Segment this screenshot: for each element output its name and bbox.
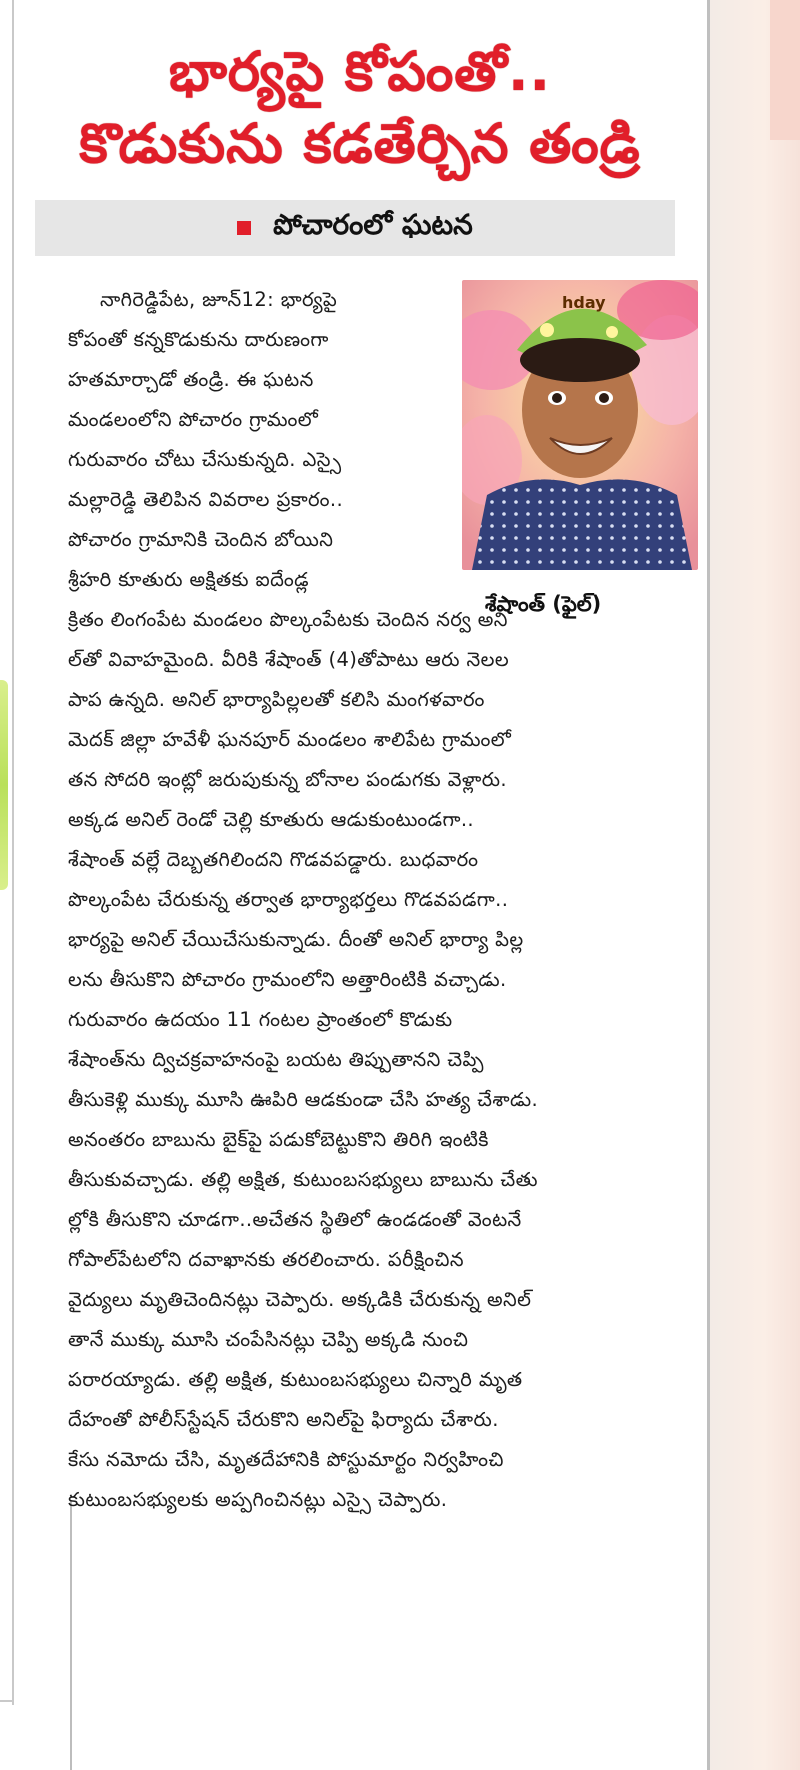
article-line: కుటుంబసభ్యులకు అప్పగించినట్లు ఎస్సై చెప్పారు.: [68, 1488, 448, 1511]
adjacent-graphic: [0, 680, 8, 890]
column-rule: [12, 0, 14, 1705]
article-line: లను తీసుకొని పోచారం గ్రామంలోని అత్తారింటికి వచ్చాడు.: [68, 968, 507, 991]
column-rule-corner: [0, 1700, 14, 1702]
article-line: హతమార్చాడో తండ్రి. ఈ ఘటన: [68, 368, 314, 391]
article-line: శేషాంత్ వల్లే దెబ్బతగిలిందని గొడవపడ్డారు. బుధవారం: [68, 848, 479, 871]
article-line: తానే ముక్కు మూసి చంపేసినట్లు చెప్పి అక్కడి నుంచి: [68, 1328, 469, 1351]
article-line: కేసు నమోదు చేసి, మృతదేహానికి పోస్టుమార్టం నిర్వహించి: [68, 1448, 504, 1471]
article-line: కోపంతో కన్నకొడుకును దారుణంగా: [68, 328, 329, 351]
article-line: గోపాల్‌పేటలోని దవాఖానకు తరలించారు. పరీక్షించిన: [68, 1248, 464, 1271]
red-bullet-icon: [237, 221, 251, 235]
page-edge: [707, 0, 710, 1770]
adjacent-page: [710, 0, 800, 1770]
article-line: మెదక్ జిల్లా హవేళీ ఘనపూర్ మండలం శాలిపేట గ్రామంలో: [68, 728, 512, 751]
subheadline-bar: [35, 200, 675, 256]
child-photo: [462, 280, 698, 570]
article-line: ల్‌తో వివాహమైంది. వీరికి శేషాంత్ (4)తోపాటు ఆరు నెలల: [68, 648, 510, 671]
article-line: తన సోదరి ఇంట్లో జరుపుకున్న బోనాల పండుగకు వెళ్లారు.: [68, 768, 508, 791]
article-line: అక్కడ అనిల్ రెండో చెల్లి కూతురు ఆడుకుంటుండగా..: [68, 808, 475, 831]
hat-text: hday: [562, 293, 606, 312]
article-line: తీసుకువచ్చాడు. తల్లి అక్షిత, కుటుంబసభ్యులు బాబును చేతు: [68, 1168, 538, 1191]
article-line: శేషాంత్‌ను ద్విచక్రవాహనంపై బయట తిప్పుతానని చెప్పి: [68, 1048, 484, 1071]
article-line: పాప ఉన్నది. అనిల్ భార్యాపిల్లలతో కలిసి మంగళవారం: [68, 688, 485, 711]
column-rule-lower: [70, 1500, 72, 1770]
article-line: తీసుకెళ్లి ముక్కు మూసి ఊపిరి ఆడకుండా చేసి హత్య చేశాడు.: [68, 1088, 539, 1111]
article-line: ల్లోకి తీసుకొని చూడగా..అచేతన స్థితిలో ఉండడంతో వెంటనే: [68, 1208, 522, 1231]
article-line: దేహంతో పోలీస్‌స్టేషన్ చేరుకొని అనిల్‌పై ఫిర్యాదు చేశారు.: [68, 1408, 499, 1431]
article-line: పొల్కంపేట చేరుకున్న తర్వాత భార్యాభర్తలు గొడవపడగా..: [68, 888, 509, 911]
article-line: గురువారం ఉదయం 11 గంటల ప్రాంతంలో కొడుకు: [68, 1008, 453, 1031]
headline-line-2: కొడుకును కడతేర్చిన తండ్రి: [79, 112, 641, 175]
article-line: వైద్యులు మృతిచెందినట్లు చెప్పారు. అక్కడికి చేరుకున్న అనిల్: [68, 1288, 532, 1311]
subheadline: పోచారంలో ఘటన: [273, 208, 473, 241]
photo-caption: శేషాంత్ (ఫైల్): [485, 592, 602, 616]
article-line: శ్రీహరి కూతురు అక్షితకు ఐదేండ్ల: [68, 568, 309, 591]
article-line: అనంతరం బాబును బైక్‌పై పడుకోబెట్టుకొని తిరిగి ఇంటికి: [68, 1128, 489, 1151]
article-line: క్రితం లింగంపేట మండలం పొల్కంపేటకు చెందిన నర్వ అని: [68, 608, 508, 631]
article-line: పోచారం గ్రామానికి చెందిన బోయిని: [68, 528, 334, 551]
adjacent-page-color: [770, 0, 800, 140]
article-line: మండలంలోని పోచారం గ్రామంలో: [68, 408, 319, 431]
headline-line-1: భార్యపై కోపంతో..: [168, 40, 552, 103]
article-line: మల్లారెడ్డి తెలిపిన వివరాల ప్రకారం..: [68, 488, 344, 511]
article-line: నాగిరెడ్డిపేట, జూన్12: భార్యపై: [100, 288, 338, 311]
article-line: గురువారం చోటు చేసుకున్నది. ఎస్సై: [68, 448, 342, 471]
article-line: పరారయ్యాడు. తల్లి అక్షిత, కుటుంబసభ్యులు చిన్నారి మృత: [68, 1368, 523, 1391]
article-line: భార్యపై అనిల్ చేయిచేసుకున్నాడు. దీంతో అనిల్ భార్యా పిల్ల: [68, 928, 524, 951]
child-shirt: [472, 479, 692, 570]
